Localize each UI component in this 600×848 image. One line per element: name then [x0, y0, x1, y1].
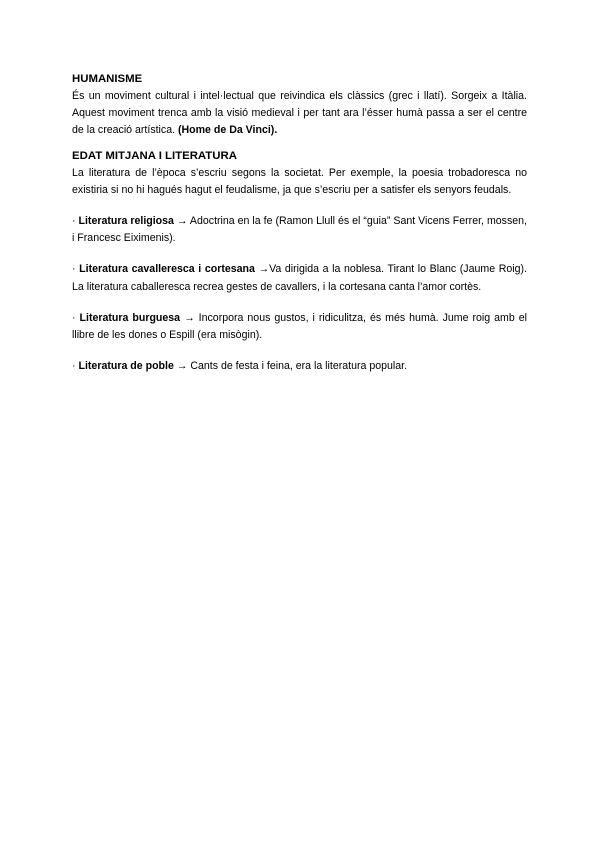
item-text: Cants de festa i feina, era la literatura popular.	[190, 360, 408, 373]
bullet: ·	[72, 311, 80, 324]
heading-humanisme: HUMANISME	[72, 73, 143, 85]
item-term: Literatura de poble	[78, 360, 174, 373]
bullet: ·	[72, 215, 79, 228]
humanisme-bold-note: (Home de Da Vinci).	[177, 124, 278, 137]
paragraph-edat-mitjana: La literatura de l’època s’escriu segons la societat. Per exemple, la poesia trobadoresca no existiria si no hi hagués hagut el feudalisme, ja que s’escriu per a satisfer els senyors feudals.	[72, 166, 527, 196]
bullet: ·	[72, 360, 79, 373]
item-term: Literatura cavalleresca i cortesana	[79, 263, 255, 276]
arrow-icon: →	[173, 360, 191, 373]
arrow-icon: →	[173, 215, 190, 228]
item-text: Incorpora nous gustos, i ridiculitza, és més humà. Jume roig amb el llibre de les dones o Espill (era misògin).	[72, 311, 527, 342]
item-term: Literatura burguesa	[79, 311, 181, 324]
humanisme-text: És un moviment cultural i intel·lectual que reivindica els clàssics (grec i llatí). Sorgeix a Itàlia. Aquest moviment trenca amb la visió medieval i per tant ara l’ésser humà passa a ser el centre de la creació artística.	[72, 90, 527, 137]
item-term: Literatura religiosa	[78, 215, 174, 228]
item-literatura-religiosa	[72, 213, 527, 247]
item-literatura-cavalleresca	[72, 261, 527, 295]
heading-edat-mitjana: EDAT MITJANA I LITERATURA	[72, 149, 237, 162]
paragraph-humanisme	[72, 88, 527, 140]
arrow-icon: →	[180, 311, 199, 324]
arrow-icon: →	[254, 263, 270, 276]
bullet: ·	[72, 263, 80, 276]
document-body	[72, 71, 527, 375]
item-text: Va dirigida a la noblesa. Tirant lo Blanc (Jaume Roig). La literatura caballeresca recrea gestes de cavallers, i la cortesana canta l’amor cortès.	[72, 263, 527, 293]
item-text: Adoctrina en la fe (Ramon Llull és el “guia” Sant Vicens Ferrer, mossen, i Francesc Eiximenis).	[72, 215, 527, 245]
item-literatura-burguesa	[72, 310, 527, 344]
item-literatura-de-poble	[72, 358, 527, 375]
